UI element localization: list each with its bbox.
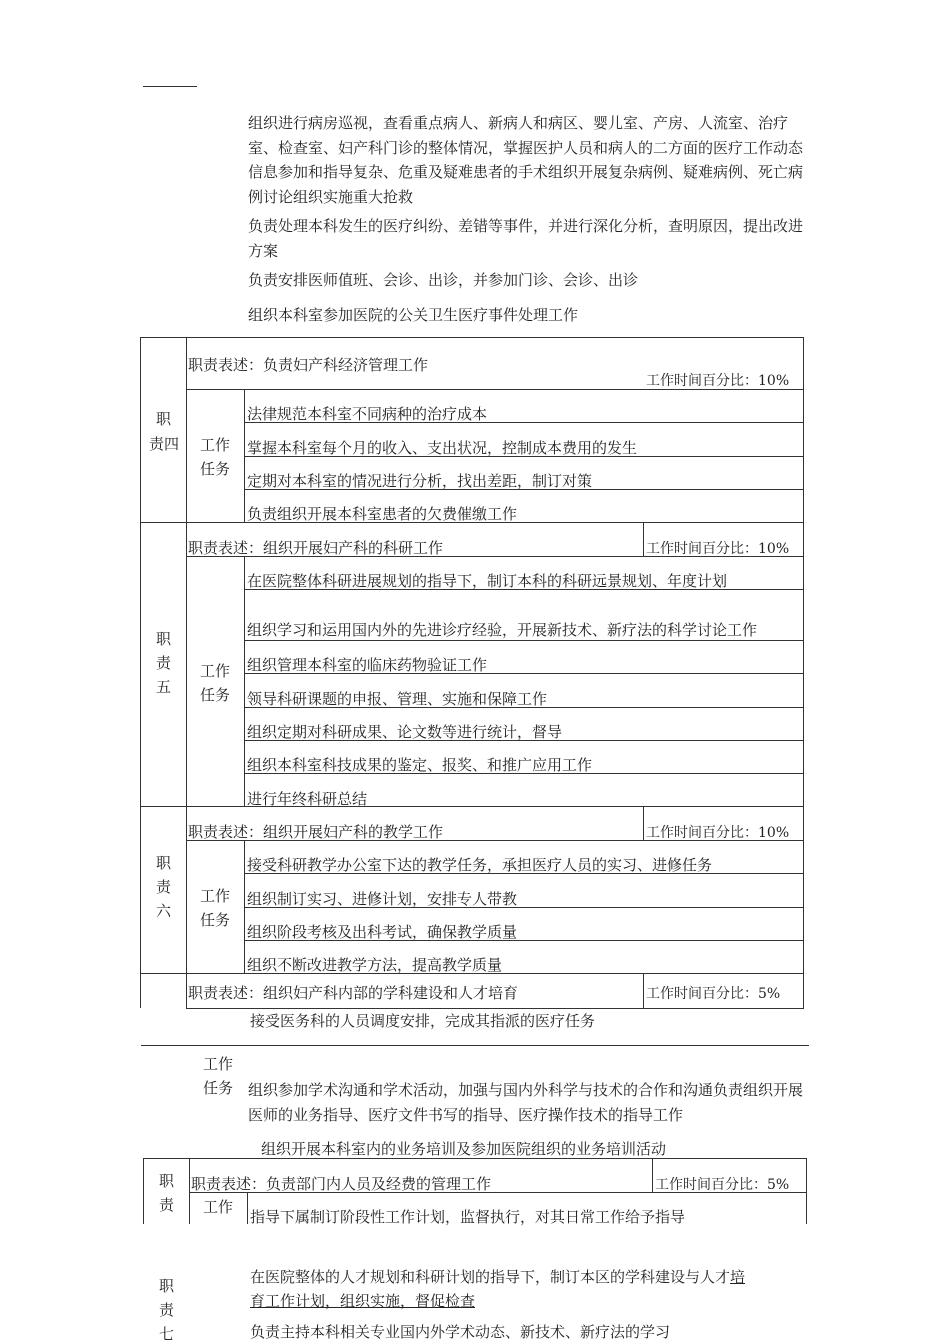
duty7a-task-line: 组织开展本科室内的业务培训及参加医院组织的业务培训活动	[261, 1140, 667, 1158]
duty8-label: 责	[159, 1196, 175, 1214]
duty6-label: 六	[156, 902, 172, 920]
duty8-time-percent: 工作时间百分比：5%	[655, 1177, 790, 1193]
duty5-description: 职责表述：组织开展妇产科的科研工作	[188, 539, 444, 557]
duty7a-task-label: 工作	[203, 1055, 234, 1073]
duty8-task-label: 工作	[203, 1198, 234, 1216]
duty5-percent-divider	[643, 522, 644, 556]
duty7a-time-percent: 工作时间百分比：5%	[646, 986, 781, 1002]
paragraph-public-health: 组织本科室参加医院的公关卫生医疗事件处理工作	[248, 306, 579, 324]
duty6-task-label: 任务	[200, 911, 231, 929]
table2-left-border	[143, 1158, 144, 1224]
duty6-percent-divider	[643, 806, 644, 840]
duty7a-task-line: 接受医务科的人员调度安排，完成其指派的医疗任务	[250, 1012, 596, 1030]
duty7a-task-label: 任务	[203, 1079, 234, 1097]
duty4-task-item: 负责组织开展本科室患者的欠费催缴工作	[247, 505, 518, 523]
duty5-label: 责	[156, 654, 172, 672]
duty4-task-item: 法律规范本科室不同病种的治疗成本	[247, 405, 488, 423]
bottom-paragraph-academic: 负责主持本科相关专业国内外学术动态、新技术、新疗法的学习	[250, 1323, 671, 1341]
duty6-time-percent: 工作时间百分比：10%	[646, 825, 790, 841]
header-rule	[143, 86, 197, 87]
duty4-task-item: 定期对本科室的情况进行分析，找出差距，制订对策	[247, 472, 593, 490]
duty6-label: 职	[156, 854, 172, 872]
duty5-task-item: 领导科研课题的申报、管理、实施和保障工作	[247, 690, 548, 708]
bottom-paragraph-talent-plan-cont: 育工作计划，组织实施，督促检查	[250, 1292, 476, 1310]
bottom-paragraph-talent-plan	[250, 1266, 745, 1287]
duty5-task-label: 任务	[200, 686, 231, 704]
duty6-task-item: 组织阶段考核及出科考试，确保教学质量	[247, 923, 518, 941]
duty5-label: 五	[156, 678, 172, 696]
bottom-duty-label: 职	[159, 1277, 175, 1295]
duty5-row-line	[244, 640, 804, 641]
bottom-duty-label: 责	[159, 1301, 175, 1319]
table-left-border	[140, 337, 141, 1008]
table-label-column-border	[186, 337, 187, 1008]
paragraph-ward-rounds: 组织进行病房巡视，查看重点病人、新病人和病区、婴儿室、产房、人流室、治疗室、检查室、妇产科门诊的整体情况，掌握医护人员和病人的二方面的医疗工作动态信息参加和指导复杂、危重及疑难患者的手术组织开展复杂病例、疑难病例、死亡病例讨论组织实施重大抢救	[248, 114, 804, 206]
bottom-paragraph-text: 培	[730, 1268, 746, 1286]
duty5-task-item: 组织定期对科研成果、论文数等进行统计，督导	[247, 723, 563, 741]
paragraph-disputes: 负责处理本科发生的医疗纠纷、差错等事件，并进行深化分析，查明原因，提出改进方案	[248, 217, 804, 260]
duty5-time-percent: 工作时间百分比：10%	[646, 541, 790, 557]
duty6-description: 职责表述：组织开展妇产科的教学工作	[188, 823, 444, 841]
duty5-task-item: 在医院整体科研进展规划的指导下，制订本科的科研远景规划、年度计划	[247, 572, 728, 590]
duty6-task-item: 组织制订实习、进修计划，安排专人带教	[247, 890, 518, 908]
table2-right-border	[806, 1158, 807, 1224]
page-break-rule	[141, 1045, 809, 1046]
duty5-task-item: 组织管理本科室的临床药物验证工作	[247, 656, 488, 674]
duty4-task-item: 掌握本科室每个月的收入、支出状况，控制成本费用的发生	[247, 439, 638, 457]
duty8-label: 职	[159, 1172, 175, 1190]
duty7a-desc-bottom	[186, 1008, 804, 1009]
duty4-description: 职责表述：负责妇产科经济管理工作	[188, 356, 429, 374]
duty7a-task-paragraph: 组织参加学术沟通和学术活动，加强与国内外科学与技术的合作和沟通负责组织开展医师的业务指导、医疗文件书写的指导、医疗操作技术的指导工作	[248, 1081, 804, 1124]
duty4-time-percent: 工作时间百分比：10%	[646, 373, 790, 389]
paragraph-duty-schedule: 负责安排医师值班、会诊、出诊，并参加门诊、会诊、出诊	[248, 271, 639, 289]
table2-label-column-border	[189, 1158, 190, 1224]
duty4-label: 职	[156, 410, 172, 428]
duty7a-description: 职责表述：组织妇产科内部的学科建设和人才培育	[188, 984, 519, 1002]
bottom-duty-label: 七	[159, 1325, 175, 1343]
duty5-task-item: 组织学习和运用国内外的先进诊疗经验，开展新技术、新疗法的科学讨论工作	[247, 621, 758, 639]
duty6-task-item: 组织不断改进教学方法，提高教学质量	[247, 956, 503, 974]
table2-percent-divider	[652, 1158, 653, 1192]
duty5-bottom	[140, 806, 804, 807]
duty6-label: 责	[156, 878, 172, 896]
table2-top-border	[143, 1158, 806, 1159]
bottom-paragraph-text: 在医院整体的人才规划和科研计划的指导下，制订本区的学科建设与人才	[250, 1268, 731, 1286]
table-top-border	[140, 337, 804, 338]
duty7a-percent-divider	[643, 973, 644, 1008]
duty4-label: 责四	[149, 435, 180, 453]
duty5-task-item: 组织本科室科技成果的鉴定、报奖、和推广应用工作	[247, 756, 593, 774]
duty4-task-label: 任务	[200, 460, 231, 478]
duty5-task-item: 进行年终科研总结	[247, 790, 368, 808]
duty5-task-divider	[244, 556, 245, 806]
duty8-description: 职责表述：负责部门内人员及经费的管理工作	[191, 1175, 492, 1193]
duty8-task-item: 指导下属制订阶段性工作计划，监督执行，对其日常工作给予指导	[250, 1208, 686, 1226]
duty4-task-label: 工作	[200, 436, 231, 454]
duty5-label: 职	[156, 630, 172, 648]
duty5-task-label: 工作	[200, 662, 231, 680]
duty6-task-item: 接受科研教学办公室下达的教学任务，承担医疗人员的实习、进修任务	[247, 856, 713, 874]
duty6-task-label: 工作	[200, 887, 231, 905]
table2-task-divider	[247, 1192, 248, 1224]
